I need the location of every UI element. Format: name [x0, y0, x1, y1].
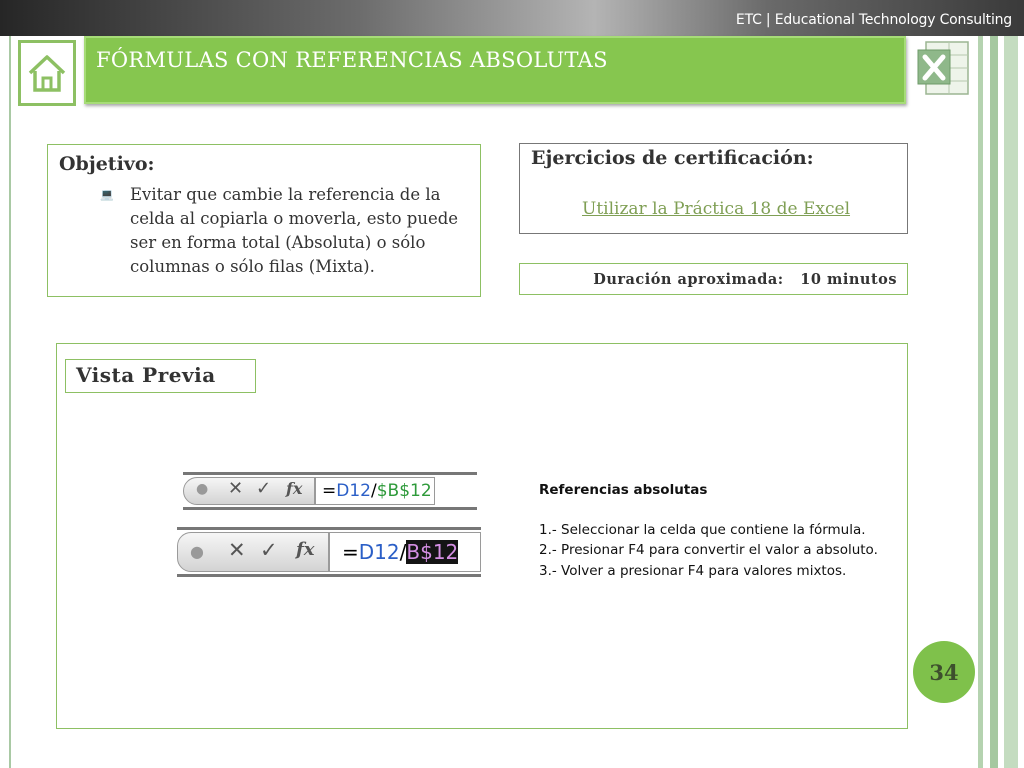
home-button[interactable] [18, 40, 76, 106]
objective-box [47, 144, 481, 297]
duration-box [519, 263, 908, 295]
objective-text: Evitar que cambie la referencia de la celda al copiarla o moverla, esto puede ser en forma total (Absoluta) o sólo columnas o sólo filas (Mixta). [130, 185, 459, 276]
options-dot-icon: ● [196, 481, 209, 497]
exercises-heading: Ejercicios de certificación: [531, 147, 814, 169]
enter-check-icon[interactable]: ✓ [256, 478, 272, 499]
laptop-bullet-icon: 💻 [100, 188, 114, 201]
formula-buttons [177, 532, 329, 572]
home-icon [27, 53, 67, 93]
right-stripe [978, 36, 983, 768]
cancel-icon[interactable]: ✕ [228, 538, 246, 562]
formula-input[interactable]: =D12/B$12 [329, 532, 481, 572]
step-item: 2.- Presionar F4 para convertir el valor a absoluto. [539, 542, 878, 558]
preview-heading-box [65, 359, 256, 393]
left-divider [9, 36, 11, 768]
right-stripe [1004, 36, 1018, 768]
title-bar [84, 36, 906, 104]
absolute-ref: $B$12 [376, 481, 432, 501]
options-dot-icon: ● [190, 542, 204, 561]
relative-ref: D12 [358, 540, 400, 564]
insert-function-icon[interactable]: fx [286, 479, 303, 498]
preview-heading: Vista Previa [76, 363, 216, 387]
steps-title: Referencias absolutas [539, 482, 708, 498]
insert-function-icon[interactable]: fx [296, 539, 315, 560]
duration-label: Duración aproximada: [593, 271, 784, 288]
relative-ref: D12 [336, 481, 371, 501]
practice-link[interactable]: Utilizar la Práctica 18 de Excel [582, 199, 851, 219]
excel-logo-icon [916, 38, 972, 98]
formula-bar-absolute [183, 472, 477, 510]
right-stripe [990, 36, 998, 768]
steps-block [539, 480, 878, 581]
preview-panel [56, 343, 908, 729]
step-item: 1.- Seleccionar la celda que contiene la fórmula. [539, 521, 866, 538]
formula-input[interactable]: =D12/$B$12 [315, 477, 435, 505]
mixed-ref-selected: B$12 [406, 540, 459, 564]
formula-bar-mixed [177, 527, 481, 577]
objective-heading: Objetivo: [59, 153, 155, 175]
page-number: 34 [929, 660, 959, 685]
page-title: FÓRMULAS CON REFERENCIAS ABSOLUTAS [96, 48, 608, 72]
brand-text: ETC | Educational Technology Consulting [735, 12, 1012, 28]
duration-value: 10 minutos [800, 271, 897, 288]
duration-text [593, 271, 897, 288]
cancel-icon[interactable]: ✕ [228, 478, 244, 499]
step-item: 3.- Volver a presionar F4 para valores mixtos. [539, 562, 847, 579]
top-banner [0, 0, 1024, 36]
formula-buttons [183, 477, 315, 505]
enter-check-icon[interactable]: ✓ [260, 538, 278, 562]
exercises-box [519, 143, 908, 234]
page-number-badge [913, 641, 975, 703]
